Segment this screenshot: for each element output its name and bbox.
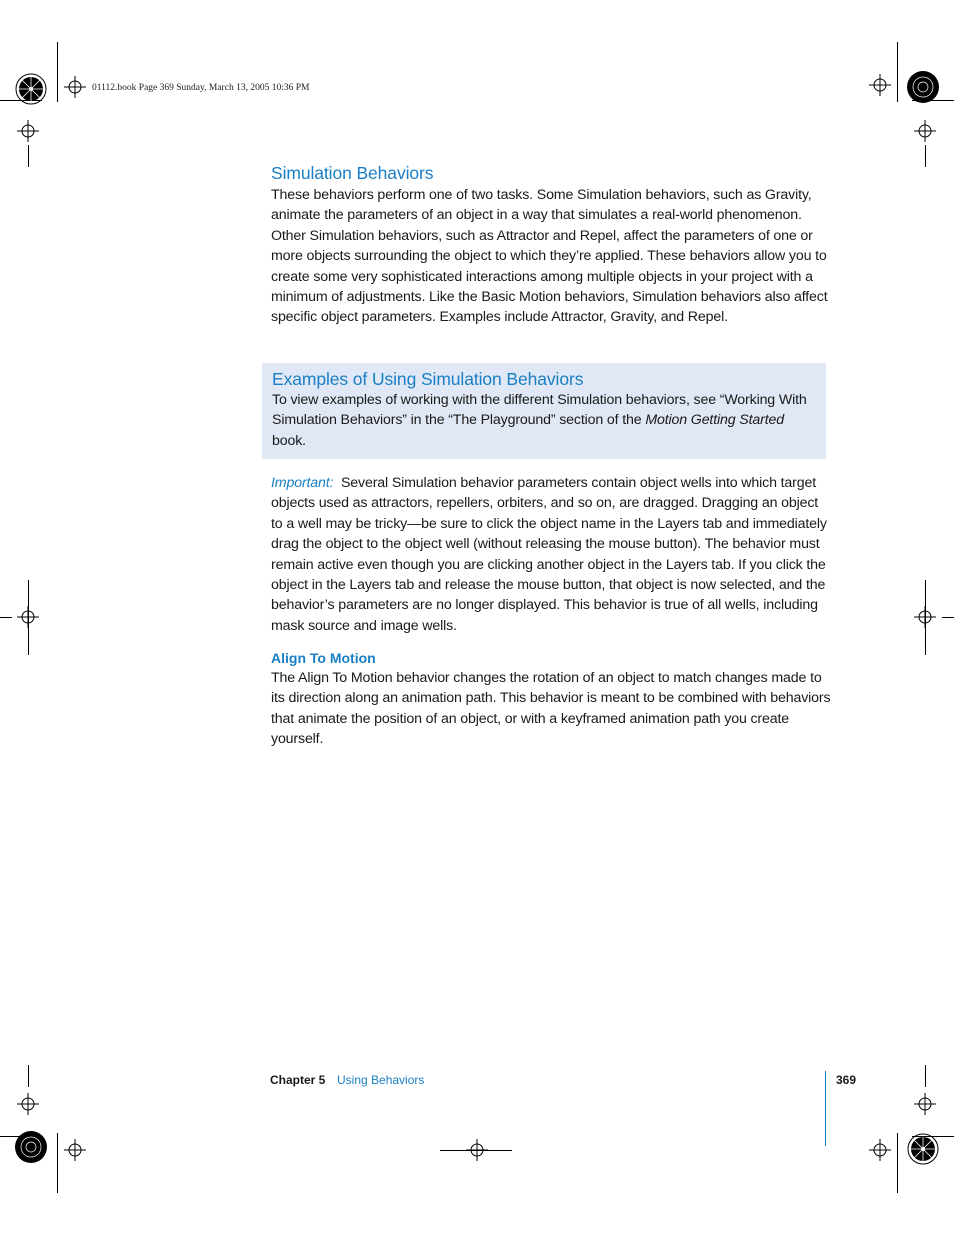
page-number: 369 xyxy=(836,1073,857,1087)
crosshair-icon xyxy=(17,606,39,628)
crosshair-icon xyxy=(64,1139,86,1161)
examples-body-end: book. xyxy=(272,432,306,449)
examples-callout-box xyxy=(262,363,826,459)
print-info-line: 01112.book Page 369 Sunday, March 13, 2005 10:36 PM xyxy=(92,83,310,93)
footer-chapter: Chapter 5 xyxy=(270,1073,326,1087)
crosshair-icon xyxy=(466,1139,488,1161)
footer-chapter-title: Using Behaviors xyxy=(337,1073,425,1087)
crosshair-icon xyxy=(17,120,39,142)
examples-heading: Examples of Using Simulation Behaviors xyxy=(272,369,584,389)
important-body: Several Simulation behavior parameters contain object wells into which target objects used as attractors, repellers, orbiters, and so on, are dragged. Dragging an object to a well may be tricky—be sure to click the object name in the Layers tab and immediately drag the object to the object well (without releasing the mouse button). The behavior must remain active even though you are clicking another object in the Layers tab. If you click the object in the Layers tab and release the mouse button, that object is now selected, and the behavior’s parameters are no longer displayed. This behavior is true of all wells, including mask source and image wells. xyxy=(271,475,827,634)
registration-target-icon xyxy=(906,1132,940,1166)
book-title: Motion Getting Started xyxy=(645,412,784,429)
examples-body-start: To view examples of working with the different Simulation behaviors, see “Working With Simulation Behaviors” in the “The Playground” section of the xyxy=(272,392,807,429)
registration-target-icon xyxy=(906,70,940,104)
registration-target-icon xyxy=(14,1130,48,1164)
subsection-body-align-to-motion: The Align To Motion behavior changes the rotation of an object to match changes made to its direction along an animation path. This behavior is meant to be combined with behaviors that animate the position of an object, or with a keyframed animation path you create yourself. xyxy=(271,670,831,748)
crosshair-icon xyxy=(914,606,936,628)
crosshair-icon xyxy=(869,1139,891,1161)
examples-body xyxy=(272,390,812,451)
registration-target-icon xyxy=(14,72,48,106)
important-note xyxy=(271,473,831,636)
crosshair-icon xyxy=(64,76,86,98)
crosshair-icon xyxy=(914,120,936,142)
footer-divider xyxy=(825,1071,826,1146)
subsection-heading-align-to-motion: Align To Motion xyxy=(271,650,376,666)
section-heading-simulation: Simulation Behaviors xyxy=(271,163,434,183)
crosshair-icon xyxy=(914,1093,936,1115)
section-body-simulation: These behaviors perform one of two tasks. Some Simulation behaviors, such as Gravity, animate the parameters of an object in a way that simulates a real-world phenomenon. Other Simulation behaviors, such as Attractor and Repel, affect the parameters of one or more objects surrounding the object to which they’re applied. These behaviors allow you to create some very sophisticated interactions among multiple objects in your project with a minimum of adjustments. Like the Basic Motion behaviors, Simulation behaviors also affect specific object parameters. Examples include Attractor, Gravity, and Repel. xyxy=(271,187,828,326)
crosshair-icon xyxy=(869,74,891,96)
crosshair-icon xyxy=(17,1093,39,1115)
important-label: Important: xyxy=(271,475,334,491)
